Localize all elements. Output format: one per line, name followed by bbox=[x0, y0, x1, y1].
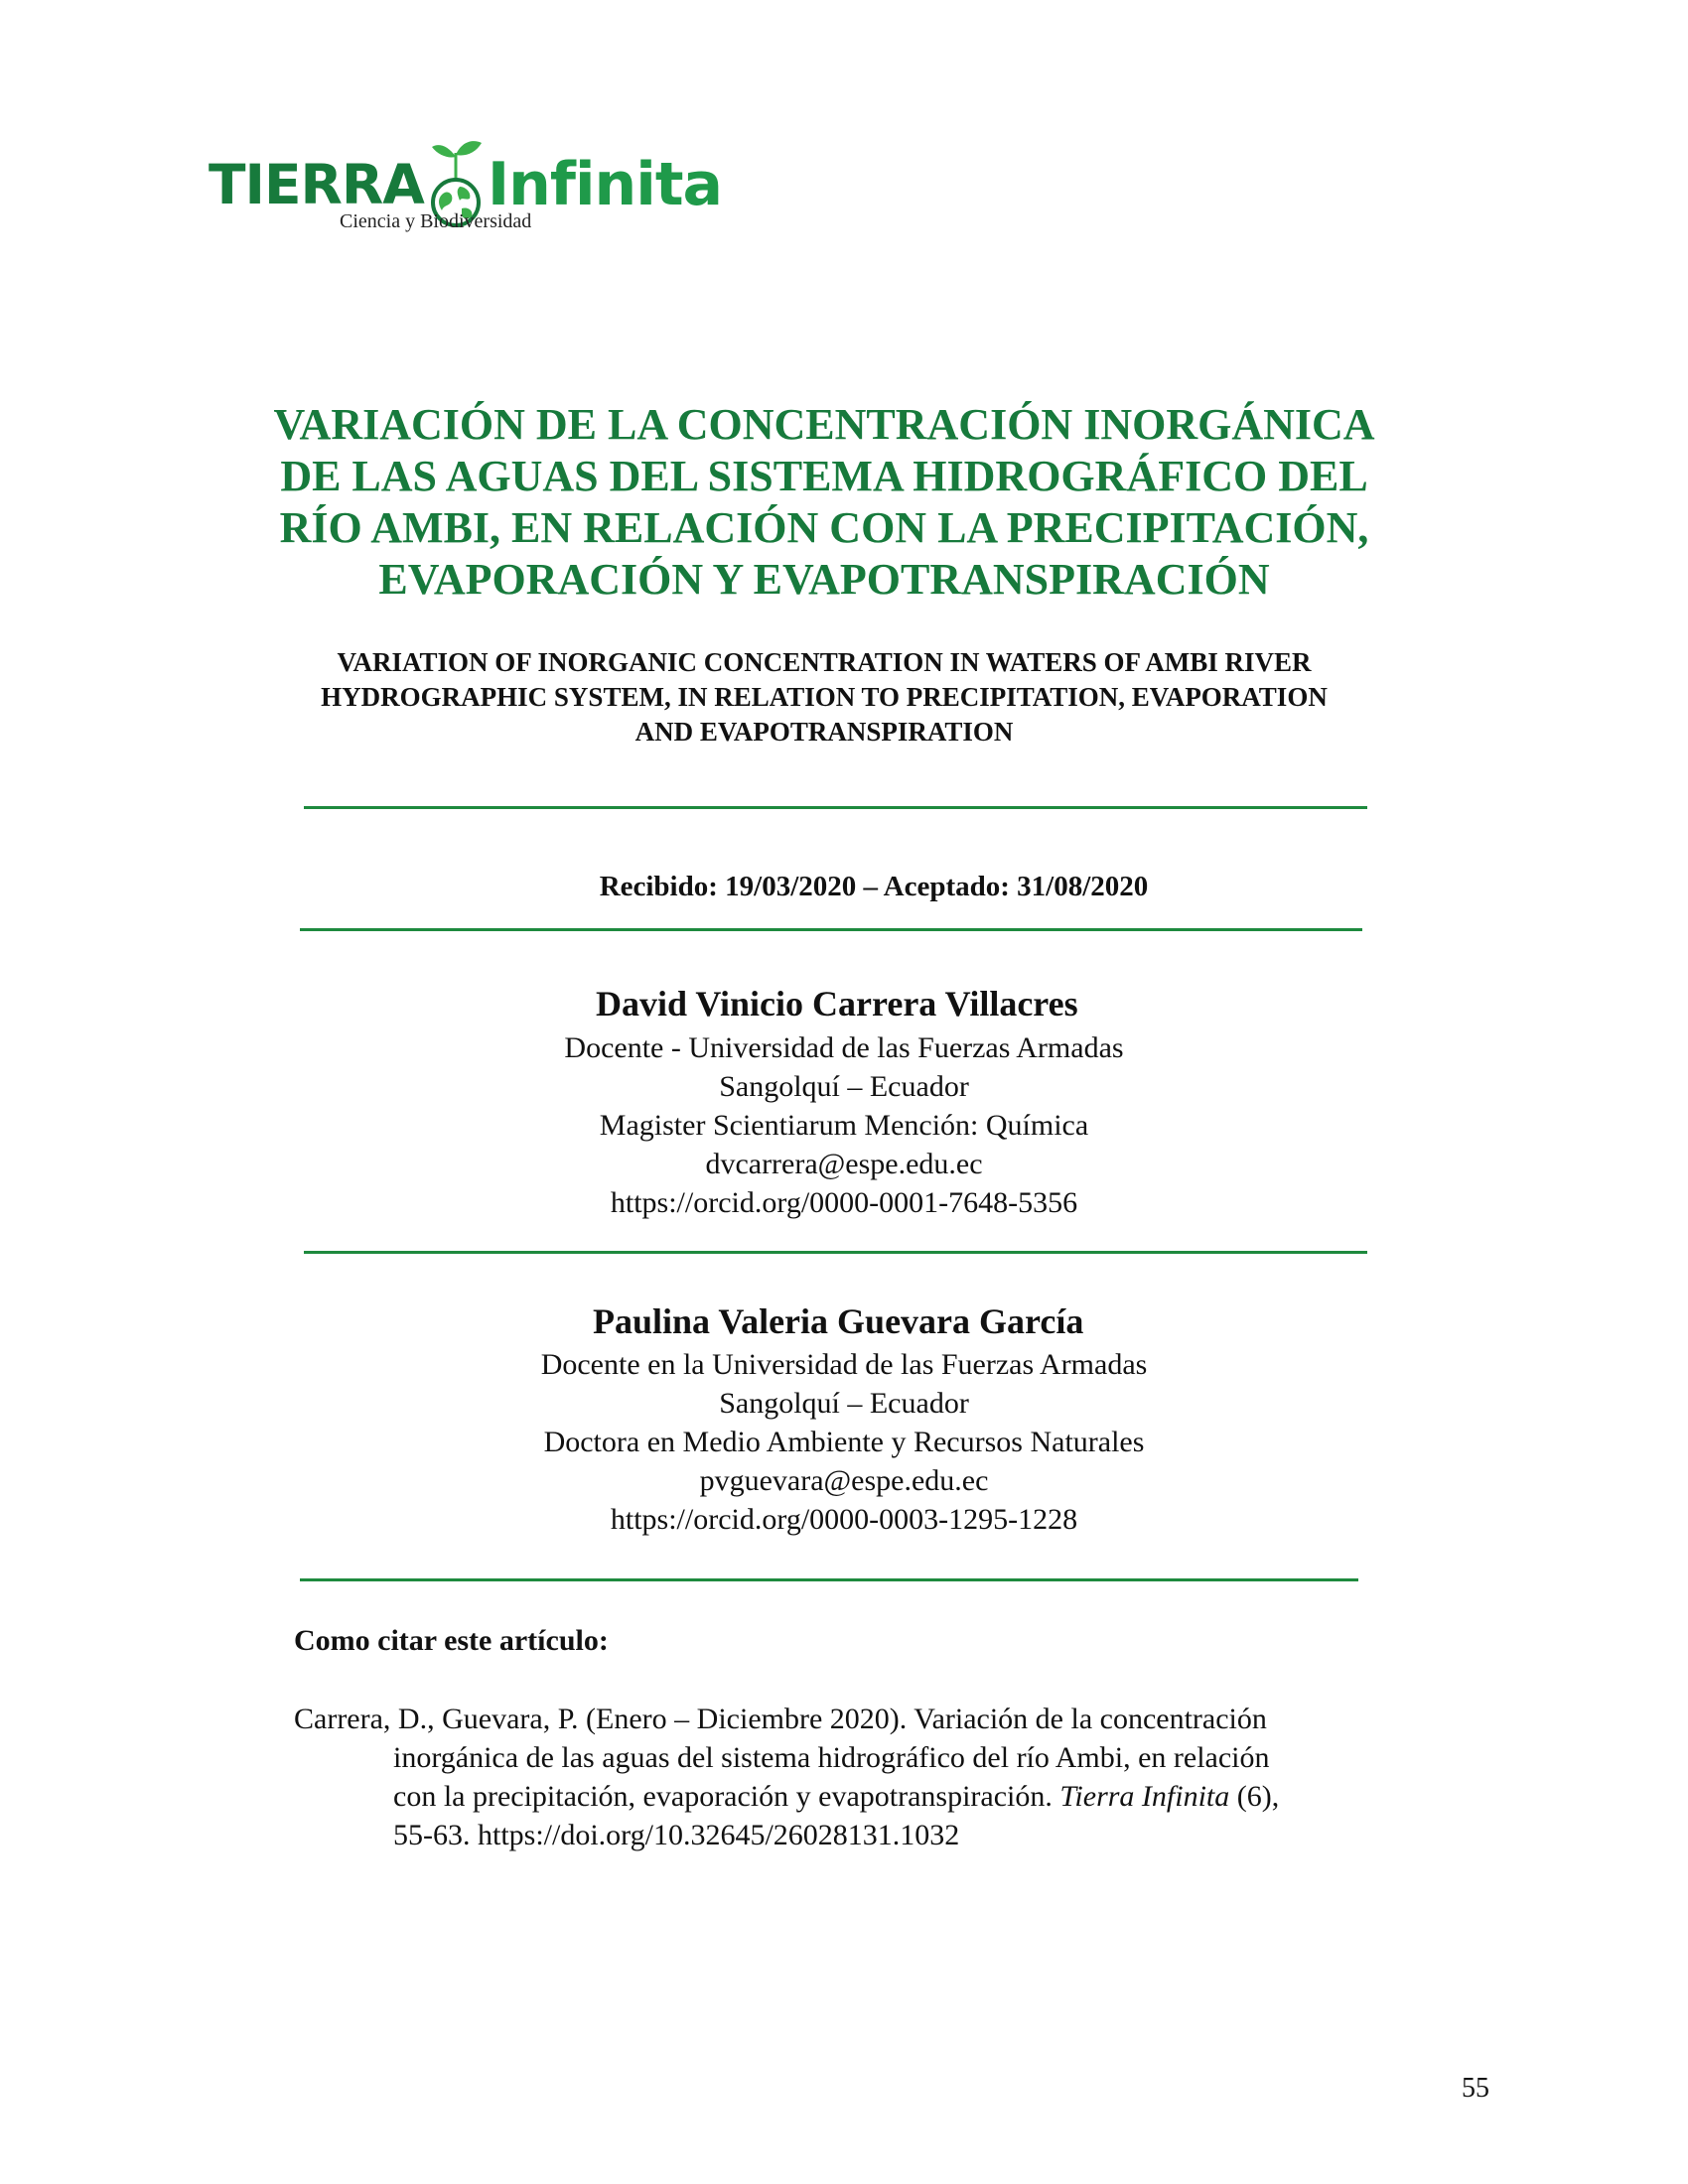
divider-rule bbox=[300, 1578, 1358, 1581]
citation-line bbox=[294, 1777, 1386, 1816]
title-es-line: VARIACIÓN DE LA CONCENTRACIÓN INORGÁNICA bbox=[273, 400, 1375, 449]
logo-word-tierra: TIERRA bbox=[209, 153, 424, 216]
page-number: 55 bbox=[1462, 2073, 1489, 2104]
citation-line: inorgánica de las aguas del sistema hidrográfico del río Ambi, en relación bbox=[393, 1741, 1270, 1774]
divider-rule bbox=[304, 1251, 1367, 1254]
author-affiliation: Docente - Universidad de las Fuerzas Armadas bbox=[564, 1031, 1124, 1064]
author-name: Paulina Valeria Guevara García bbox=[593, 1301, 1084, 1341]
author-location: Sangolquí – Ecuador bbox=[719, 1070, 969, 1103]
citation-heading: Como citar este artículo: bbox=[294, 1624, 609, 1657]
citation-text-span: con la precipitación, evaporación y evapotranspiración. bbox=[393, 1780, 1060, 1813]
title-en-line: VARIATION OF INORGANIC CONCENTRATION IN WATERS OF AMBI RIVER bbox=[337, 647, 1312, 677]
journal-logo bbox=[209, 107, 725, 236]
author-name: David Vinicio Carrera Villacres bbox=[596, 984, 1078, 1024]
title-es-line: RÍO AMBI, EN RELACIÓN CON LA PRECIPITACIÓN, bbox=[279, 503, 1369, 552]
author-email[interactable]: pvguevara@espe.edu.ec bbox=[699, 1464, 989, 1497]
author-orcid-link[interactable]: https://orcid.org/0000-0001-7648-5356 bbox=[610, 1186, 1078, 1219]
journal-name: Tierra Infinita bbox=[1059, 1780, 1230, 1813]
logo-tagline: Ciencia y Biodiversidad bbox=[340, 210, 532, 232]
citation-text-span: (6), bbox=[1229, 1780, 1280, 1813]
author-degree: Magister Scientiarum Mención: Química bbox=[599, 1109, 1089, 1142]
divider-rule bbox=[300, 928, 1362, 931]
author-location: Sangolquí – Ecuador bbox=[719, 1387, 969, 1420]
title-en-line: AND EVAPOTRANSPIRATION bbox=[634, 717, 1014, 747]
author-details bbox=[496, 1345, 1192, 1539]
received-accepted-dates: Recibido: 19/03/2020 – Aceptado: 31/08/2020 bbox=[599, 871, 1149, 902]
article-title-en bbox=[228, 645, 1420, 750]
author-orcid-link[interactable]: https://orcid.org/0000-0003-1295-1228 bbox=[610, 1503, 1078, 1536]
title-es-line: DE LAS AGUAS DEL SISTEMA HIDROGRÁFICO DEL bbox=[280, 452, 1368, 500]
title-es-line: EVAPORACIÓN Y EVAPOTRANSPIRACIÓN bbox=[378, 555, 1270, 604]
divider-rule bbox=[304, 806, 1367, 809]
citation-text bbox=[294, 1700, 1386, 1854]
article-title-es bbox=[228, 399, 1420, 606]
citation-line: Carrera, D., Guevara, P. (Enero – Diciembre 2020). Variación de la concentración bbox=[294, 1703, 1267, 1735]
title-en-line: HYDROGRAPHIC SYSTEM, IN RELATION TO PRECIPITATION, EVAPORATION bbox=[321, 682, 1328, 712]
logo-word-infinita: Infinita bbox=[487, 150, 722, 219]
author-email[interactable]: dvcarrera@espe.edu.ec bbox=[705, 1148, 983, 1180]
citation-doi-line[interactable]: 55-63. https://doi.org/10.32645/26028131.1032 bbox=[393, 1819, 960, 1851]
author-degree: Doctora en Medio Ambiente y Recursos Naturales bbox=[543, 1426, 1145, 1458]
author-details bbox=[496, 1028, 1192, 1222]
author-affiliation: Docente en la Universidad de las Fuerzas Armadas bbox=[540, 1348, 1148, 1381]
